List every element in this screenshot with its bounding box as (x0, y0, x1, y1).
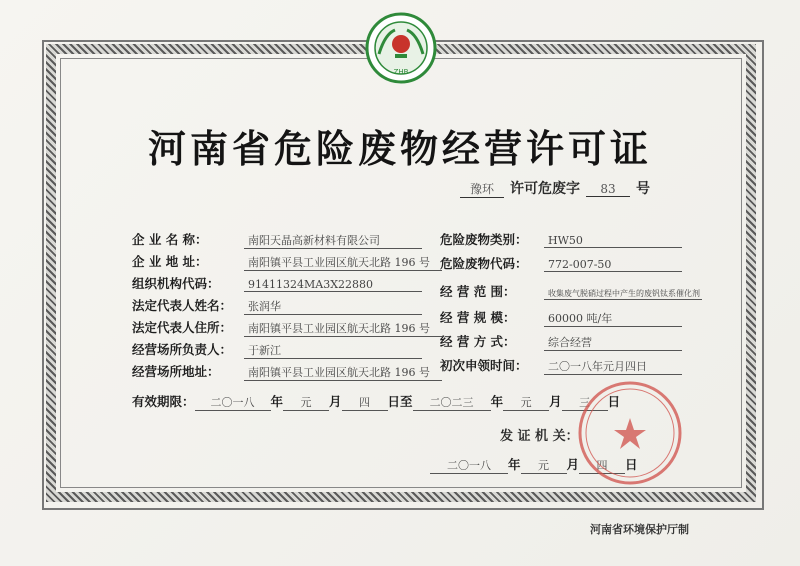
field-label: 组织机构代码： (132, 276, 220, 291)
field-waste-code (440, 254, 682, 272)
field-label: 初次申领时间： (440, 358, 528, 373)
day-char: 日 (625, 457, 638, 472)
field-label: 危险废物代码： (440, 256, 528, 271)
field-label: 经营场所地址： (132, 364, 220, 379)
day-char: 日 (607, 394, 621, 409)
year-char: 年 (270, 394, 284, 409)
field-value: 60000 吨/年 (544, 310, 682, 327)
field-label: 法定代表人住所： (132, 320, 233, 335)
field-value: 南阳镇平县工业园区航天北路 196 号 (244, 320, 442, 337)
field-business-scope (440, 282, 702, 300)
field-value: 于新江 (244, 342, 422, 359)
field-site-address (132, 362, 442, 381)
field-value: 收集废气脱硝过程中产生的废钒钛系催化剂 (544, 288, 702, 300)
validity-to-month: 元 (503, 394, 549, 411)
field-legal-rep-name (132, 296, 422, 315)
field-waste-category (440, 230, 682, 248)
field-company-name (132, 230, 422, 249)
field-label: 企 业 名 称： (132, 232, 208, 247)
field-value: 91411324MA3X22880 (244, 278, 422, 292)
issue-month: 元 (521, 457, 567, 474)
field-value: 南阳镇平县工业园区航天北路 196 号 (244, 364, 442, 381)
month-char: 月 (329, 394, 342, 409)
year-char: 年 (490, 394, 504, 409)
field-company-address (132, 252, 442, 271)
field-label: 企 业 地 址： (132, 254, 208, 269)
field-value: 张润华 (244, 298, 422, 315)
validity-label: 有效期限： (132, 394, 195, 409)
field-label: 经 营 规 模： (440, 310, 516, 325)
validity-to-year: 二〇二三 (413, 394, 491, 411)
permit-number: 83 (586, 182, 630, 197)
validity-from-year: 二〇一八 (195, 394, 271, 411)
month-char: 月 (566, 457, 580, 472)
field-value: HW50 (544, 234, 682, 248)
page-title: 河南省危险废物经营许可证 (147, 127, 652, 171)
validity-to-day: 三 (562, 394, 608, 411)
permit-suffix: 号 (636, 181, 650, 197)
field-label: 危险废物类别： (440, 232, 528, 247)
validity-from-day: 四 (342, 394, 388, 411)
field-value: 南阳镇平县工业园区航天北路 196 号 (244, 254, 442, 271)
field-business-mode (440, 332, 682, 351)
validity-from-month: 元 (283, 394, 329, 411)
year-char: 年 (508, 457, 521, 472)
field-label: 经营场所负责人： (132, 342, 233, 357)
permit-number-line (460, 178, 650, 198)
field-value: 二〇一八年元月四日 (544, 358, 682, 375)
permit-label: 许可危废字 (510, 181, 580, 197)
field-first-application-date (440, 356, 682, 375)
field-value: 南阳天晶高新材料有限公司 (244, 232, 422, 249)
footer-issuer: 河南省环境保护厅制 (590, 523, 689, 536)
issue-day: 四 (579, 457, 625, 474)
field-label: 经 营 范 围： (440, 284, 516, 299)
field-org-code (132, 274, 422, 292)
svg-text:ZHB: ZHB (393, 68, 409, 76)
field-label: 法定代表人姓名： (132, 298, 233, 313)
issue-year: 二〇一八 (430, 457, 508, 474)
permit-prefix: 豫环 (460, 180, 504, 198)
month-char: 月 (549, 394, 562, 409)
issuing-authority-label: 发 证 机 关： (500, 429, 579, 444)
field-business-scale (440, 308, 682, 327)
to-label: 日至 (387, 394, 413, 409)
field-site-manager (132, 340, 422, 359)
environmental-emblem-icon (365, 12, 437, 84)
field-label: 经 营 方 式： (440, 334, 516, 349)
validity-period (132, 392, 620, 411)
field-value: 772-007-50 (544, 258, 682, 272)
field-value: 综合经营 (544, 334, 682, 351)
official-seal-icon (575, 378, 685, 488)
field-legal-rep-residence (132, 318, 442, 337)
